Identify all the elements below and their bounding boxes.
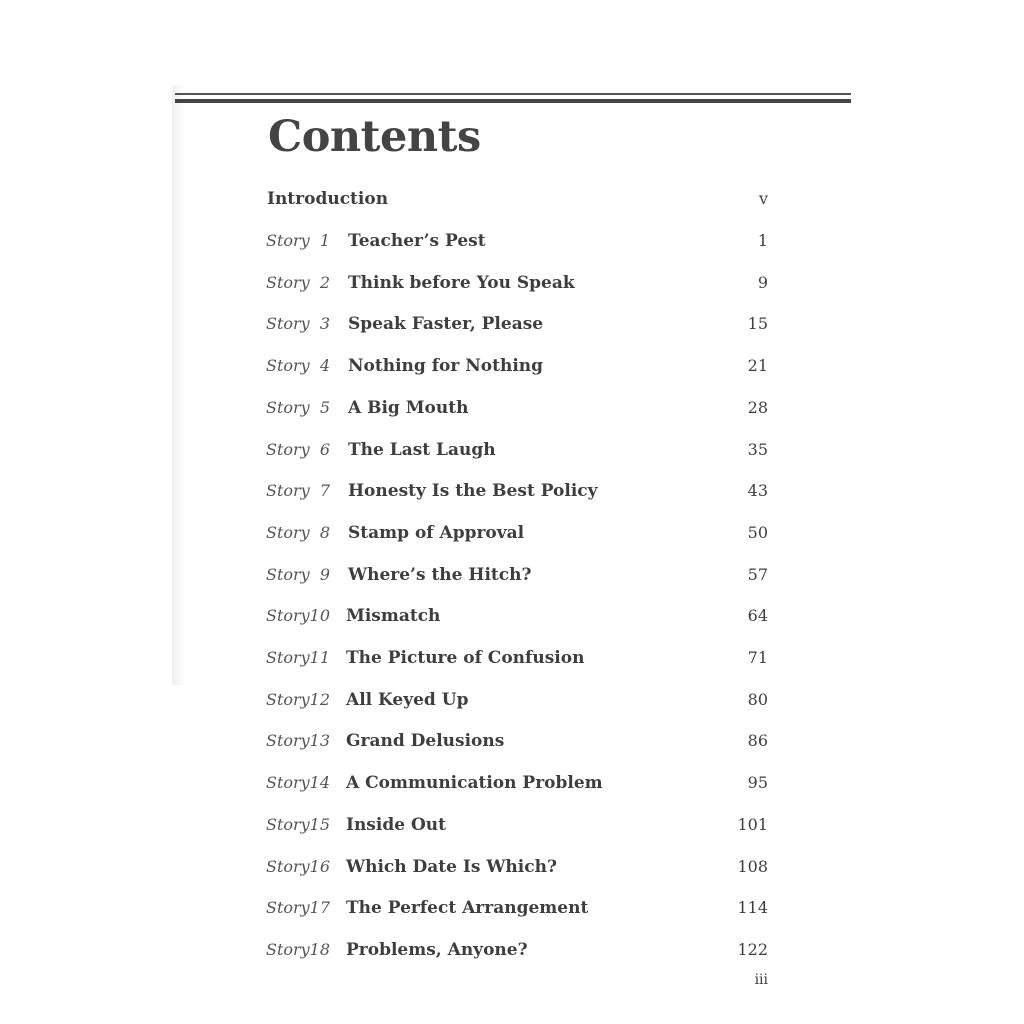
story-word: Story [266,606,310,626]
toc-introduction [0,189,1024,219]
story-title: Grand Delusions [346,731,505,752]
story-title: Teacher’s Pest [348,231,486,251]
story-title: Honesty Is the Best Policy [348,481,598,502]
story-page: 57 [747,564,768,584]
story-number: 7 [319,481,330,501]
story-number: 9 [319,564,330,584]
story-label [266,231,330,250]
story-word: Story [266,522,310,542]
toc-entry [0,815,1024,845]
introduction-page: v [758,189,768,208]
story-label [266,314,330,333]
story-page: 114 [737,898,768,918]
story-page: 35 [747,439,768,459]
story-number: 3 [319,314,330,334]
toc-entry [0,648,1024,678]
story-label [266,773,330,792]
toc-entry [0,481,1024,511]
toc-entry [0,606,1024,636]
story-page: 108 [737,856,768,876]
toc-entry [0,773,1024,803]
story-page: 1 [757,231,768,250]
story-label [266,273,330,292]
story-title: The Last Laugh [348,439,496,460]
toc-entry [0,440,1024,470]
story-number: 1 [319,231,330,250]
story-label [266,606,330,625]
story-word: Story [266,439,310,459]
story-page: 122 [737,939,768,959]
story-title: Which Date Is Which? [346,856,557,877]
story-page: 95 [747,773,768,793]
story-number: 14 [309,773,330,793]
story-number: 10 [309,606,330,626]
story-page: 9 [757,272,768,292]
story-title: Mismatch [346,606,441,627]
story-label [266,857,330,876]
story-word: Story [266,231,310,250]
page-title: Contents [268,112,481,162]
story-word: Story [266,272,310,292]
story-number: 4 [319,356,330,376]
toc-entry [0,898,1024,928]
page-number: iii [754,972,768,988]
story-title: Nothing for Nothing [348,356,544,377]
story-label [266,690,330,709]
story-word: Story [266,898,310,918]
story-page: 101 [737,814,768,834]
introduction-label: Introduction [267,189,389,209]
story-title: A Big Mouth [348,397,469,418]
story-word: Story [266,481,310,501]
story-number: 16 [309,856,330,876]
toc-entry [0,857,1024,887]
story-title: Stamp of Approval [348,522,525,543]
story-page: 86 [747,731,768,751]
story-title: Think before You Speak [348,272,575,293]
header-rule-thin [175,93,851,95]
story-word: Story [266,773,310,793]
story-page: 15 [747,314,768,334]
story-word: Story [266,731,310,751]
story-word: Story [266,648,310,667]
story-title: All Keyed Up [346,689,469,710]
toc-entry [0,523,1024,553]
story-label [266,565,330,584]
story-page: 50 [747,522,768,542]
story-page: 71 [747,648,768,667]
story-number: 15 [309,814,330,834]
story-word: Story [266,814,310,834]
story-label [266,440,330,459]
story-page: 43 [747,481,768,501]
story-word: Story [266,689,310,709]
story-label [266,356,330,375]
story-label [266,898,330,917]
toc-entry [0,398,1024,428]
toc-entry [0,731,1024,761]
story-title: Problems, Anyone? [346,939,528,960]
story-title: A Communication Problem [346,773,603,794]
story-number: 17 [309,898,330,918]
story-title: The Perfect Arrangement [346,898,589,919]
story-number: 13 [309,731,330,751]
story-label [266,648,330,667]
story-number: 8 [319,522,330,542]
story-label [266,731,330,750]
story-word: Story [266,314,310,334]
story-word: Story [266,856,310,876]
story-label [266,815,330,834]
story-word: Story [266,397,310,417]
story-title: The Picture of Confusion [346,648,585,668]
toc-entry [0,940,1024,970]
toc-entry [0,231,1024,261]
story-page: 80 [747,689,768,709]
story-label [266,523,330,542]
toc-entry [0,565,1024,595]
story-number: 5 [319,397,330,417]
header-rule-thick [175,99,851,103]
story-number: 18 [309,939,330,959]
story-number: 6 [319,439,330,459]
story-number: 2 [319,272,330,292]
story-number: 11 [309,648,330,667]
story-word: Story [266,564,310,584]
toc-entry [0,314,1024,344]
toc-entry [0,273,1024,303]
story-label [266,940,330,959]
toc-entry [0,690,1024,720]
story-word: Story [266,356,310,376]
story-page: 28 [747,397,768,417]
toc-entry [0,356,1024,386]
story-page: 64 [747,606,768,626]
story-title: Speak Faster, Please [348,314,544,335]
story-word: Story [266,939,310,959]
story-title: Where’s the Hitch? [348,564,532,585]
story-number: 12 [309,689,330,709]
story-title: Inside Out [346,814,446,835]
story-label [266,481,330,500]
story-label [266,398,330,417]
story-page: 21 [747,356,768,376]
